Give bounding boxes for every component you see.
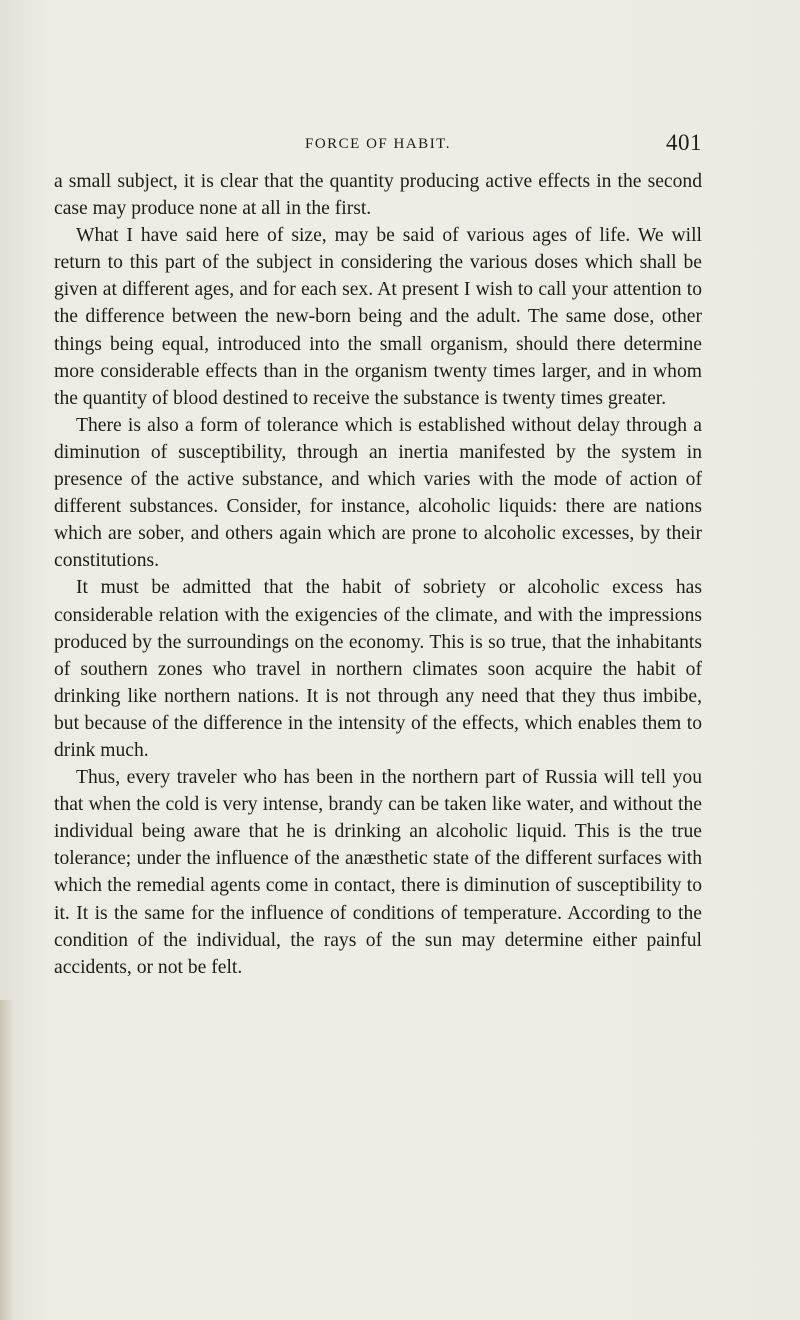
paragraph-russia: Thus, every traveler who has been in the northern part of Russia will tell you that when the cold is very intense, brandy can be taken like water, and without the individual being aware that he is drinking an alcoholic liquid. This is the true tolerance; under the influence of the anæsthetic state of the different surfaces with which the remedial agents come in contact, there is diminution of susceptibility to it. It is the same for the influence of conditions of temperature. According to the condition of the individual, the rays of the sun may determine either painful accidents, or not be felt. — [54, 767, 702, 978]
running-head — [54, 130, 702, 160]
page-number: 401 — [666, 130, 702, 155]
body-text — [54, 168, 702, 981]
paragraph-size-and-age: What I have said here of size, may be said of various ages of life. We will return to this part of the subject in considering the various doses which shall be given at different ages, and for each sex. At present I wish to call your attention to the difference between the new-born being and the adult. The same dose, other things being equal, introduced into the small organism, should there determine more considerable effects than in the organism twenty times larger, and in whom the quantity of blood destined to receive the substance is twenty times greater. — [54, 225, 702, 409]
paragraph-sobriety: It must be admitted that the habit of sobriety or alcoholic excess has considerable relation with the exigencies of the climate, and with the impressions produced by the surroundings on the economy. This is so true, that the inhabitants of southern zones who travel in northern climates soon acquire the habit of drinking like northern nations. It is not through any need that they thus imbibe, but because of the difference in the intensity of the effects, which enables them to drink much. — [54, 577, 702, 761]
page-edge-shadow — [0, 1000, 14, 1320]
running-title: FORCE OF HABIT. — [305, 136, 451, 152]
paragraph-tolerance: There is also a form of tolerance which is established without delay through a diminution of susceptibility, through an inertia manifested by the system in presence of the active substance, and which varies with the mode of action of different substances. Consider, for instance, alcoholic liquids: there are nations which are sober, and others again which are prone to alcoholic excesses, by their constitutions. — [54, 414, 702, 572]
paragraph-continued: a small subject, it is clear that the quantity producing active effects in the second case may produce none at all in the first. — [54, 171, 702, 220]
